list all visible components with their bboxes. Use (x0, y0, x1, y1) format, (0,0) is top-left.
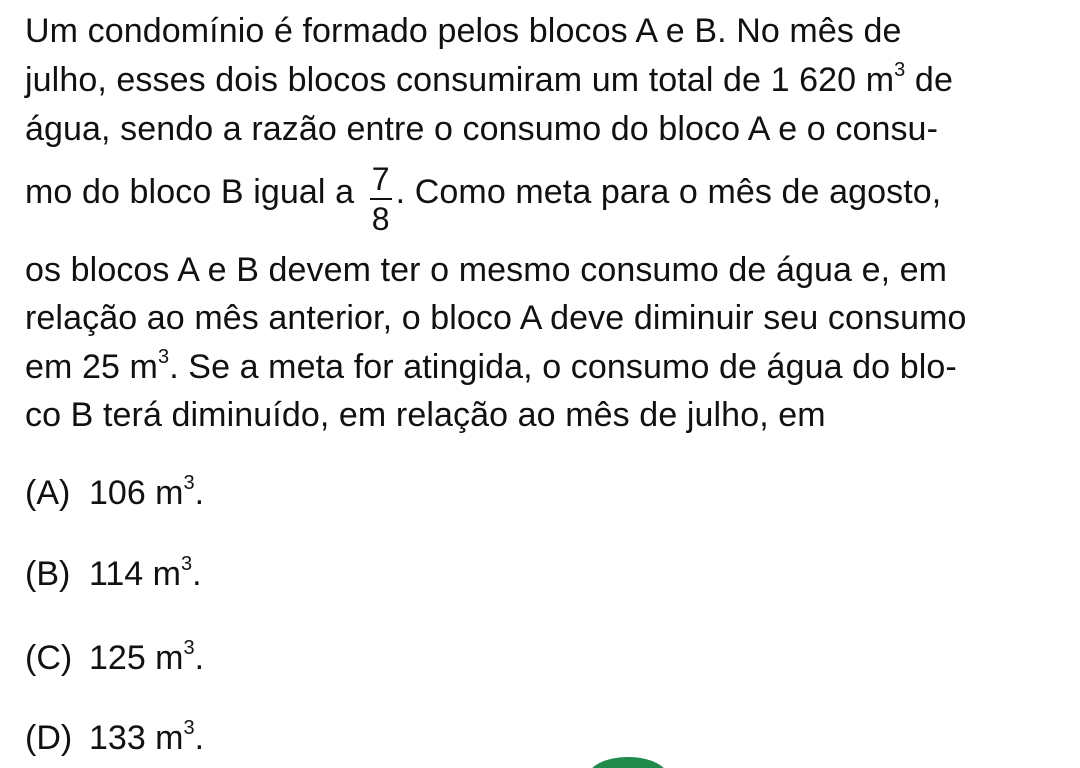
question-line-7-pre: em 25 m (25, 348, 158, 386)
question-line-2-post: de (905, 61, 953, 99)
option-d[interactable] (25, 718, 204, 758)
option-period: . (192, 555, 202, 593)
superscript-exponent: 3 (894, 58, 906, 81)
superscript-exponent: 3 (157, 345, 170, 368)
option-period: . (194, 639, 205, 677)
question-line-8 (25, 395, 826, 435)
question-line-2-text (25, 60, 953, 100)
question-line-3 (25, 109, 938, 149)
fraction-numerator: 7 (371, 161, 390, 197)
question-line-7 (25, 347, 957, 387)
superscript-exponent: 3 (180, 552, 193, 575)
question-line-3-text: água, sendo a razão entre o consumo do bloco A e o consu- (25, 110, 938, 148)
option-value: 125 m (89, 639, 184, 677)
question-line-6 (25, 298, 967, 338)
question-line-4 (25, 161, 942, 237)
question-line-1 (25, 11, 1045, 51)
fraction-bar (370, 198, 392, 200)
option-a[interactable] (25, 473, 204, 513)
option-value: 106 m (89, 474, 184, 512)
question-line-5-text: os blocos A e B devem ter o mesmo consumo de água e, em (25, 251, 948, 289)
option-b[interactable] (25, 554, 202, 594)
question-line-4-pre: mo do bloco B igual a (25, 173, 364, 211)
superscript-exponent: 3 (183, 471, 195, 494)
question-line-6-text: relação ao mês anterior, o bloco A deve diminuir seu consumo (25, 299, 967, 337)
question-line-4-post: . Como meta para o mês de agosto, (395, 173, 942, 211)
superscript-exponent: 3 (183, 716, 195, 739)
option-c[interactable] (25, 638, 204, 678)
option-letter: (C) (25, 639, 73, 677)
option-letter: (B) (25, 555, 71, 593)
question-line-5 (25, 250, 947, 290)
option-letter: (A) (25, 474, 71, 512)
question-line-8-text: co B terá diminuído, em relação ao mês de julho, em (25, 396, 826, 434)
question-line-2 (25, 60, 1045, 100)
question-line-1-text: Um condomínio é formado pelos blocos A e B. No mês de (25, 12, 902, 50)
option-period: . (194, 719, 205, 757)
green-circle-mark (588, 757, 668, 768)
option-letter: (D) (25, 719, 73, 757)
fraction-seven-eighths (368, 161, 394, 237)
question-line-7-post: . Se a meta for atingida, o consumo de água do blo- (169, 348, 957, 386)
option-period: . (194, 474, 205, 512)
superscript-exponent: 3 (183, 636, 195, 659)
option-value: 114 m (89, 555, 181, 593)
fraction-denominator: 8 (371, 201, 390, 237)
question-line-2-pre: julho, esses dois blocos consumiram um total de 1 620 m (25, 61, 895, 99)
option-value: 133 m (89, 719, 184, 757)
